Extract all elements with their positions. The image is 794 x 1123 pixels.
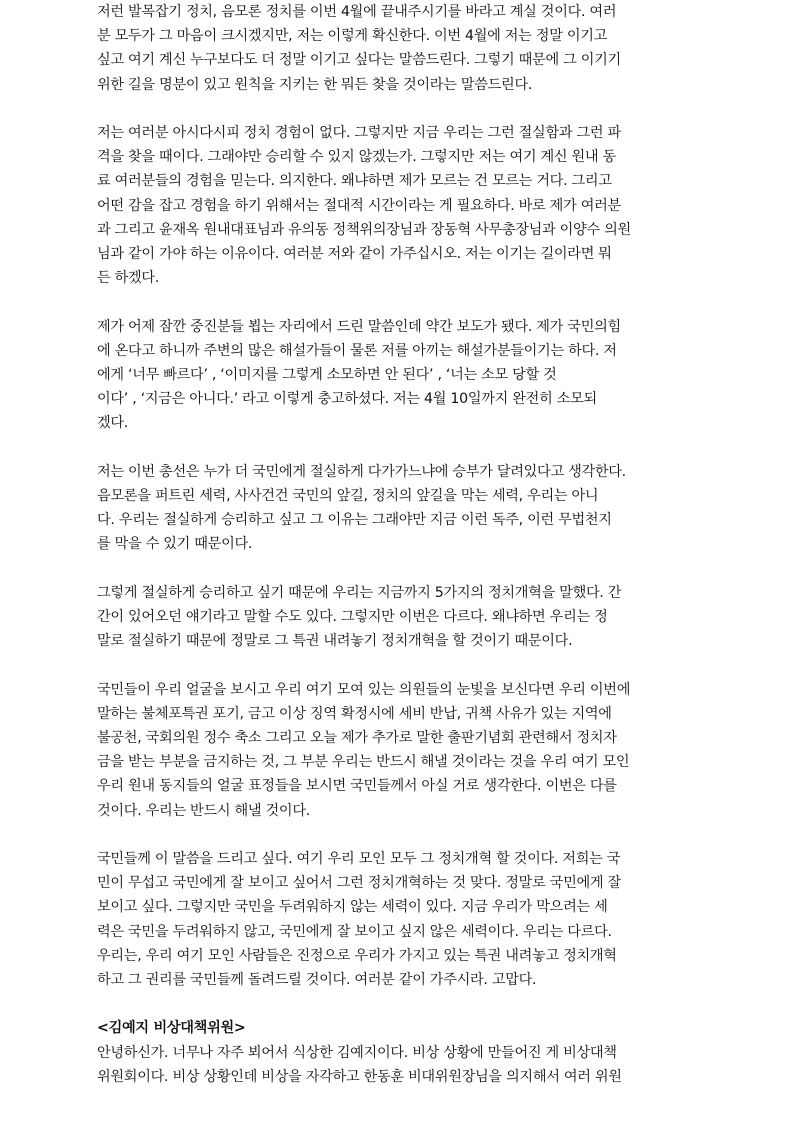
text-line: 이다’ , ‘지금은 아니다.’ 라고 이렇게 충고하셨다. 저는 4월 10일까지 완전히 소모되: [97, 391, 597, 408]
paragraph: [97, 847, 697, 992]
text-line: 저는 이번 총선은 누가 더 국민에게 절실하게 다가가느냐에 승부가 달려있다고 생각한다.: [97, 463, 626, 480]
text-line: 료 여러분들의 경험을 믿는다. 의지한다. 왜냐하면 제가 모르는 건 모르는 거다. 그리고: [97, 173, 612, 190]
speech-body: [97, 0, 697, 992]
paragraph: [97, 460, 697, 557]
text-line: 불공천, 국회의원 정수 축소 그리고 오늘 제가 추가로 말한 출판기념회 관련해서 정치자: [97, 730, 617, 747]
text-line: 어떤 감을 잡고 경험을 하기 위해서는 절대적 시간이라는 게 필요하다. 바로 제가 여러분: [97, 197, 621, 214]
text-line: 위원회이다. 비상 상황인데 비상을 자각하고 한동훈 비대위원장님을 의지해서 여러 위원: [97, 1068, 622, 1085]
text-line: 력은 국민을 두려워하지 않고, 국민에게 잘 보이고 싶지 않은 세력이다. 우리는 다르다.: [97, 923, 612, 940]
text-line: 과 그리고 윤재옥 원내대표님과 유의동 정책위의장님과 장동혁 사무총장님과 이양수 의원: [97, 221, 631, 238]
document-page: [97, 0, 697, 1089]
text-line: 간이 있어오던 얘기라고 말할 수도 있다. 그렇지만 이번은 다르다. 왜냐하면 우리는 정: [97, 609, 608, 626]
speaker-heading: <김예지 비상대책위원>: [97, 1020, 246, 1037]
text-line: 저는 여러분 아시다시피 정치 경험이 없다. 그렇지만 지금 우리는 그런 절실함과 그런 파: [97, 125, 621, 141]
text-line: 음모론을 퍼트린 세력, 사사건건 국민의 앞길, 정치의 앞길을 막는 세력, 우리는 아니: [97, 488, 599, 505]
text-line: 다. 우리는 절실하게 승리하고 싶고 그 이유는 그래야만 지금 이런 독주, 이런 무법천지: [97, 512, 612, 529]
text-line: 분 모두가 그 마음이 크시겠지만, 저는 이렇게 확신한다. 이번 4월에 저는 정말 이기고: [97, 28, 608, 45]
text-line: 를 막을 수 있기 때문이다.: [97, 536, 253, 553]
paragraph: [97, 0, 697, 97]
text-line: 저런 발목잡기 정치, 음모론 정치를 이번 4월에 끝내주시기를 바라고 계실 것이다. 여러: [97, 4, 617, 20]
text-line: 든 하겠다.: [97, 270, 160, 287]
text-line: 국민들이 우리 얼굴을 보시고 우리 여기 모여 있는 의원들의 눈빛을 보신다면 우리 이번에: [97, 681, 631, 698]
paragraph: [97, 678, 697, 823]
text-line: 말로 절실하기 때문에 정말로 그 특권 내려놓기 정치개혁을 할 것이기 때문이다.: [97, 633, 573, 650]
paragraph: [97, 121, 697, 290]
text-line: 안녕하신가. 너무나 자주 뵈어서 식상한 김예지이다. 비상 상황에 만들어진 게 비상대책: [97, 1044, 617, 1061]
text-line: 국민들께 이 말씀을 드리고 싶다. 여기 우리 모인 모두 그 정치개혁 할 것이다. 저희는 국: [97, 851, 621, 868]
text-line: 민이 무섭고 국민에게 잘 보이고 싶어서 그런 정치개혁하는 것 맞다. 정말로 국민에게 잘: [97, 875, 621, 892]
paragraph: [97, 581, 697, 654]
text-line: 그렇게 절실하게 승리하고 싶기 때문에 우리는 지금까지 5가지의 정치개혁을 말했다. 간: [97, 584, 622, 601]
text-line: 제가 어제 잠깐 중진분들 뵙는 자리에서 드린 말씀인데 약간 보도가 됐다. 제가 국민의힘: [97, 318, 621, 335]
text-line: 에 온다고 하니까 주변의 많은 해설가들이 물론 저를 아끼는 해설가분들이기는 하다. 저: [97, 342, 617, 359]
final-paragraph: [97, 1041, 697, 1089]
text-line: 싶고 여기 계신 누구보다도 더 정말 이기고 싶다는 말씀드린다. 그렇기 때문에 그 이기기: [97, 52, 621, 69]
text-line: 우리 원내 동지들의 얼굴 표정들을 보시면 국민들께서 아실 거로 생각한다. 이번은 다를: [97, 778, 617, 795]
text-line: 보이고 싶다. 그렇지만 국민을 두려워하지 않는 세력이 있다. 지금 우리가 막으려는 세: [97, 899, 608, 916]
text-line: 금을 받는 부분을 금지하는 것, 그 부분 우리는 반드시 해낼 것이라는 것을 우리 여기 모인: [97, 754, 630, 771]
text-line: 님과 같이 가야 하는 이유이다. 여러분 저와 같이 가주십시오. 저는 이기는 길이라면 뭐: [97, 246, 612, 263]
text-line: 격을 찾을 때이다. 그래야만 승리할 수 있지 않겠는가. 그렇지만 저는 여기 계신 원내 동: [97, 149, 616, 166]
paragraph: [97, 315, 697, 436]
text-line: 말하는 불체포특권 포기, 금고 이상 징역 확정시에 세비 반납, 귀책 사유가 있는 지역에: [97, 705, 612, 722]
text-line: 위한 길을 명분이 있고 원칙을 지키는 한 뭐든 찾을 것이라는 말씀드린다.: [97, 76, 533, 93]
text-line: 하고 그 권리를 국민들께 돌려드릴 것이다. 여러분 같이 가주시라. 고맙다.: [97, 972, 537, 989]
text-line: 겠다.: [97, 415, 129, 432]
text-line: 것이다. 우리는 반드시 해낼 것이다.: [97, 802, 310, 819]
text-line: 에게 ‘너무 빠르다’ , ‘이미지를 그렇게 소모하면 안 된다’ , ‘너는 소모 당할 것: [97, 367, 557, 384]
text-line: 우리는, 우리 여기 모인 사람들은 진정으로 우리가 가지고 있는 특권 내려놓고 정치개혁: [97, 947, 617, 964]
